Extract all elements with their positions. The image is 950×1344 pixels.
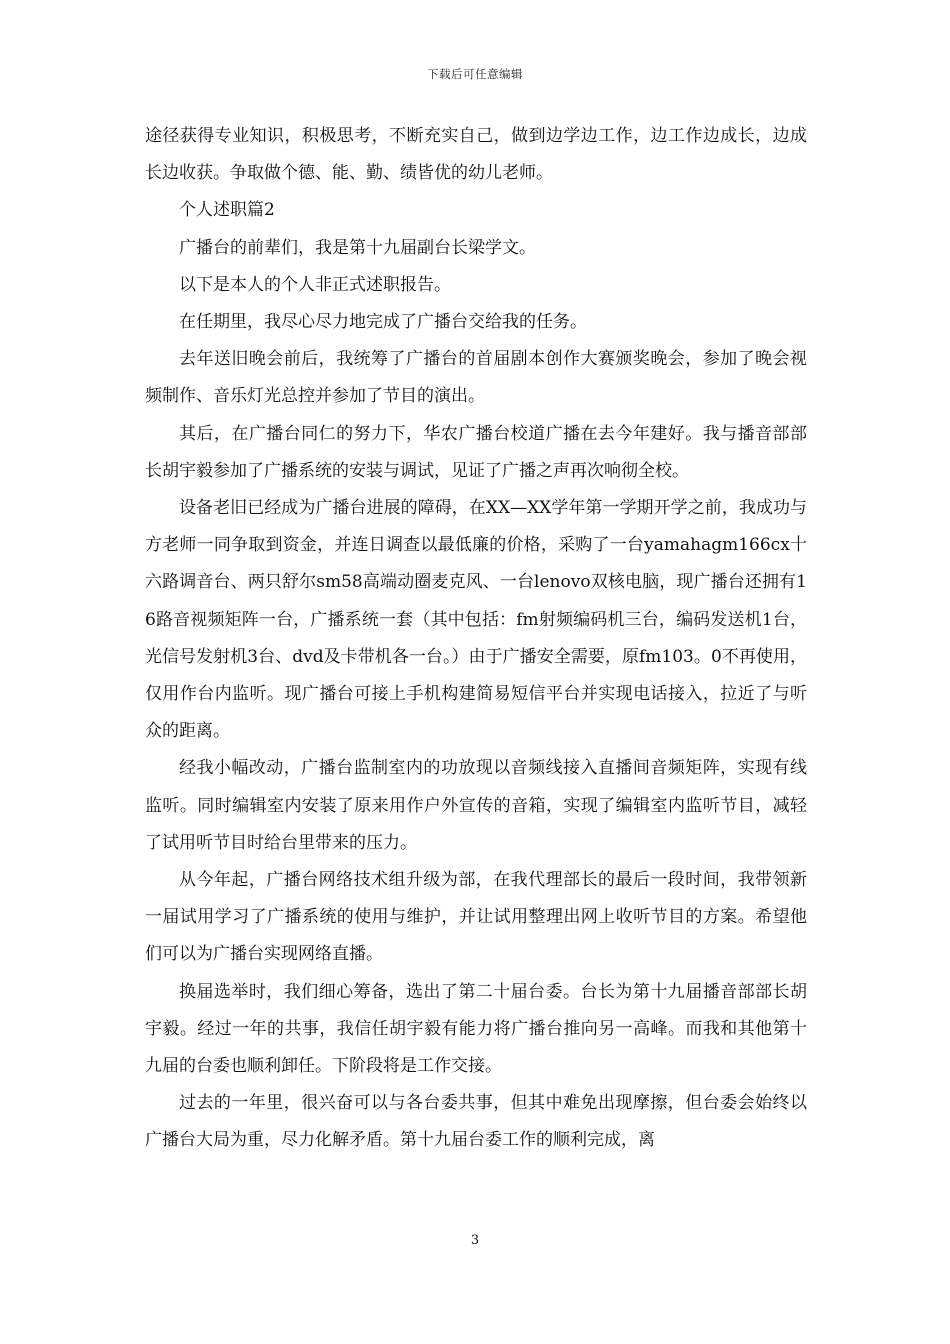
paragraph: 设备老旧已经成为广播台进展的障碍，在XX—XX学年第一学期开学之前，我成功与方老师一同争取到资金，并连日调查以最低廉的价格，采购了一台yamahagm166cx十六路调音台、两只舒尔sm58高端动圈麦克风、一台lenovo双核电脑，现广播台还拥有16路音视频矩阵一台，广播系统一套（其中包括：fm射频编码机三台，编码发送机1台，光信号发射机3台、dvd及卡带机各一台。）由于广播安全需要，原fm103。0不再使用，仅用作台内监听。现广播台可接上手机构建简易短信平台并实现电话接入，拉近了与听众的距离。: [145, 498, 807, 742]
section-heading: 个人述职篇2: [179, 200, 275, 221]
paragraph: 换届选举时，我们细心筹备，选出了第二十届台委。台长为第十九届播音部部长胡宇毅。经过一年的共事，我信任胡宇毅有能力将广播台推向另一高峰。而我和其他第十九届的台委也顺利卸任。下阶段将是工作交接。: [145, 981, 807, 1077]
paragraph-continued: 途径获得专业知识，积极思考，不断充实自己，做到边学边工作，边工作边成长，边成长边收获。争取做个德、能、勤、绩皆优的幼儿老师。: [145, 126, 807, 184]
paragraph: 从今年起，广播台网络技术组升级为部，在我代理部长的最后一段时间，我带领新一届试用学习了广播系统的使用与维护，并让试用整理出网上收听节目的方案。希望他们可以为广播台实现网络直播。: [145, 870, 807, 965]
paragraph: 其后，在广播台同仁的努力下，华农广播台校道广播在去今年建好。我与播音部部长胡宇毅参加了广播系统的安装与调试，见证了广播之声再次响彻全校。: [145, 423, 807, 481]
page-number: 3: [470, 1233, 480, 1248]
page-header-note: 下载后可任意编辑: [427, 67, 523, 81]
paragraph: 过去的一年里，很兴奋可以与各台委共事，但其中难免出现摩擦，但台委会始终以广播台大局为重，尽力化解矛盾。第十九届台委工作的顺利完成，离: [145, 1093, 807, 1151]
paragraph: 去年送旧晚会前后，我统筹了广播台的首届剧本创作大赛颁奖晚会，参加了晚会视频制作、音乐灯光总控并参加了节目的演出。: [145, 349, 807, 407]
paragraph: 经我小幅改动，广播台监制室内的功放现以音频线接入直播间音频矩阵，实现有线监听。同时编辑室内安装了原来用作户外宣传的音箱，实现了编辑室内监听节目，减轻了试用听节目时给台里带来的压力。: [145, 758, 807, 853]
document-body: [145, 118, 807, 1160]
paragraph: 以下是本人的个人非正式述职报告。: [179, 274, 451, 295]
paragraph: 在任期里，我尽心尽力地完成了广播台交给我的任务。: [179, 312, 587, 333]
paragraph: 广播台的前辈们，我是第十九届副台长梁学文。: [179, 237, 536, 258]
